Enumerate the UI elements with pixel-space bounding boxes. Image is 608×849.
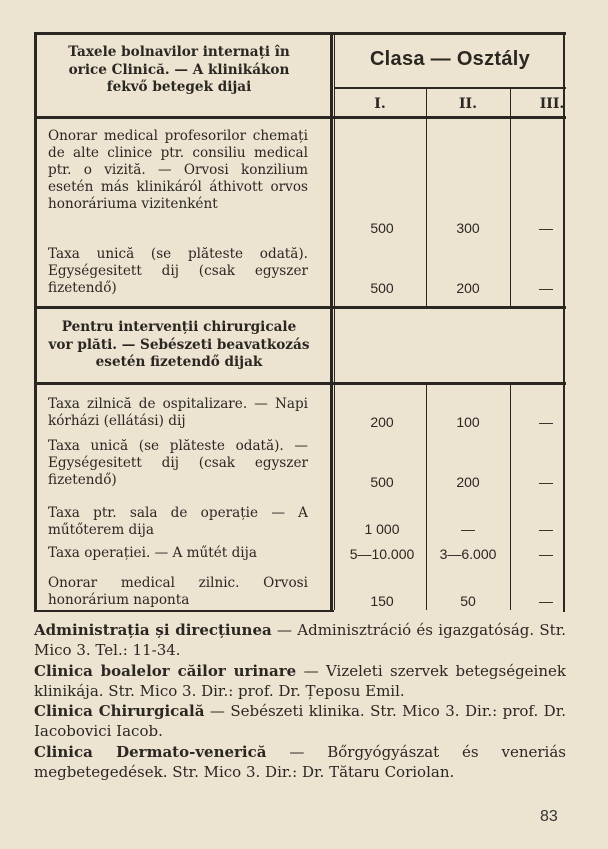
row-label: Taxa unică (se plăteste odată). — Egységesitett dij (csak egyszer fizetendő) bbox=[48, 438, 308, 488]
row-label: Taxa unică (se plăteste odată). Egységesitett dij (csak egyszer fizetendő) bbox=[48, 246, 308, 296]
clasa-underline bbox=[334, 87, 566, 89]
row-value-class-1: 150 bbox=[370, 593, 394, 609]
footer-entry bbox=[34, 701, 566, 742]
footer-entry-text: — Vizeleti szervek betegségeinek klinikája. Str. Mico 3. Dir.: prof. Dr. Țeposu Emil. bbox=[34, 661, 566, 700]
row-label: Taxa ptr. sala de operație — A műtőterem dija bbox=[48, 505, 308, 538]
column-header-2: II. bbox=[459, 96, 477, 112]
page-number: 83 bbox=[540, 808, 558, 825]
row-label: Onorar medical zilnic. Orvosi honorárium naponta bbox=[48, 575, 308, 608]
row-value-class-3: — bbox=[539, 546, 553, 562]
row-value-class-1: 500 bbox=[370, 474, 394, 490]
row-value-class-1: 500 bbox=[370, 280, 394, 296]
row-value-class-1: 200 bbox=[370, 414, 394, 430]
footer-entry-title: Clinica boalelor căilor urinare bbox=[34, 661, 297, 680]
col-sep-header-2 bbox=[510, 89, 511, 117]
header-bottom-rule bbox=[34, 116, 566, 119]
section-title-surgery: Pentru intervenții chirurgicale vor plăti. — Sebészeti beavatkozás esetén fizetendő dijak bbox=[48, 319, 310, 370]
col-sep-a bbox=[426, 118, 427, 306]
footer-entry bbox=[34, 661, 566, 702]
row-value-class-1: 500 bbox=[370, 220, 394, 236]
row-value-class-1: 5—10.000 bbox=[349, 546, 415, 562]
row-value-class-1: 1 000 bbox=[364, 521, 400, 537]
row-value-class-3: — bbox=[539, 474, 553, 490]
row-value-class-3: — bbox=[539, 414, 553, 430]
section-rule bbox=[34, 306, 566, 309]
footer-entry-title: Clinica Chirurgicală bbox=[34, 702, 205, 721]
column-header-1: I. bbox=[374, 96, 386, 112]
row-value-class-2: 300 bbox=[456, 220, 480, 236]
row-label: Taxa zilnică de ospitalizare. — Napi kórházi (ellátási) dij bbox=[48, 396, 308, 429]
table-top-border bbox=[34, 32, 566, 35]
row-value-class-2: 200 bbox=[456, 474, 480, 490]
col-sep-b bbox=[510, 118, 511, 306]
row-value-class-2: 50 bbox=[460, 593, 476, 609]
clasa-title: Clasa — Osztály bbox=[369, 48, 531, 70]
footer-entry bbox=[34, 620, 566, 661]
col-sep-header-1 bbox=[426, 89, 427, 117]
clinic-address-list bbox=[34, 620, 566, 782]
row-value-class-2: 100 bbox=[456, 414, 480, 430]
column-header-3: III. bbox=[539, 96, 565, 112]
footer-entry bbox=[34, 742, 566, 783]
row-value-class-3: — bbox=[539, 220, 553, 236]
footer-entry-text: — Bőrgyógyászat és veneriás megbetegedések. Str. Mico 3. Dir.: Dr. Tătaru Coriolan. bbox=[34, 742, 566, 782]
table-bottom-rule bbox=[34, 610, 334, 612]
footer-entry-text: — Sebészeti klinika. Str. Mico 3. Dir.: prof. Dr. Iacobovici Iacob. bbox=[34, 702, 566, 741]
row-value-class-2: 3—6.000 bbox=[439, 546, 497, 562]
row-value-class-3: — bbox=[539, 521, 553, 537]
fee-table bbox=[34, 32, 566, 612]
row-value-class-2: 200 bbox=[456, 280, 480, 296]
row-label: Taxa operației. — A műtét dija bbox=[48, 545, 257, 561]
row-value-class-3: — bbox=[539, 280, 553, 296]
section-rule-2 bbox=[34, 382, 566, 385]
footer-entry-text: — Adminisztráció és igazgatóság. Str. Mico 3. Tel.: 11-34. bbox=[34, 621, 566, 660]
row-value-class-3: — bbox=[539, 593, 553, 609]
row-value-class-2: — bbox=[461, 521, 475, 537]
table-header-label: Taxele bolnavilor internați în orice Clinică. — A klinikákon fekvő betegek dijai bbox=[68, 44, 290, 95]
footer-entry-title: Administrația și direcțiunea bbox=[34, 621, 272, 639]
footer-entry-title: Clinica Dermato-venerică bbox=[34, 742, 267, 761]
row-label: Onorar medical profesorilor chemați de alte clinice ptr. consiliu medical ptr. o vizită. — Orvosi konzilium esetén más klinikáról áthivott orvos honoráriuma vizitenként bbox=[48, 128, 308, 212]
